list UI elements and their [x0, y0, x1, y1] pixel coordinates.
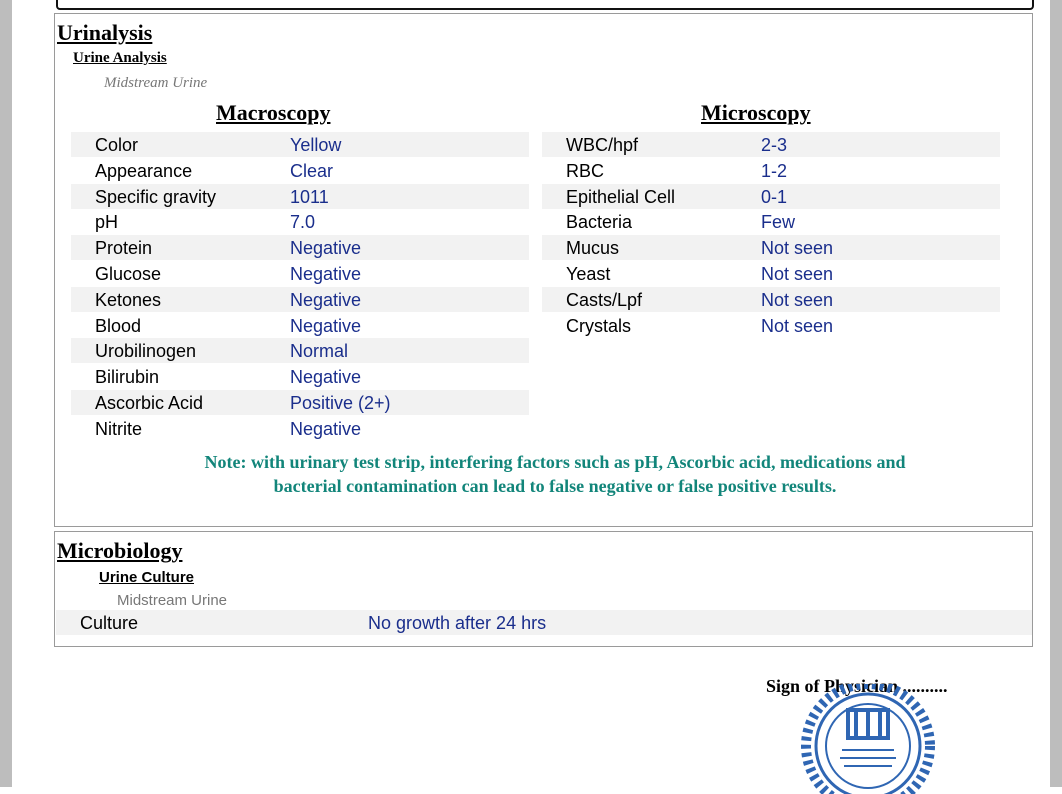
microscopy-label: Bacteria	[566, 212, 633, 233]
header-frame	[56, 0, 1034, 10]
macroscopy-row	[71, 287, 529, 312]
page-edge-right	[1050, 0, 1062, 787]
microscopy-value: Not seen	[761, 315, 834, 336]
microscopy-value: Not seen	[761, 238, 834, 259]
macroscopy-value: Negative	[290, 367, 362, 388]
microscopy-value: 1-2	[761, 160, 788, 181]
microscopy-label: RBC	[566, 160, 605, 181]
macroscopy-value: Normal	[290, 341, 349, 362]
microscopy-label: Mucus	[566, 238, 620, 259]
microscopy-heading: Microscopy	[701, 100, 811, 125]
macroscopy-label: Nitrite	[95, 418, 143, 439]
macroscopy-row	[71, 313, 529, 338]
macroscopy-value: Clear	[290, 160, 334, 181]
macroscopy-value: Yellow	[290, 135, 342, 155]
microscopy-value: Not seen	[761, 289, 834, 310]
macroscopy-label: Glucose	[95, 264, 162, 284]
urinalysis-specimen: Midstream Urine	[104, 75, 208, 91]
urinalysis-section-title: Urinalysis	[57, 20, 153, 45]
microscopy-row	[542, 261, 1000, 286]
macroscopy-value: Negative	[290, 289, 362, 310]
microscopy-value: 2-3	[761, 135, 788, 155]
microscopy-row	[542, 235, 1000, 260]
macroscopy-label: Ketones	[95, 289, 162, 310]
microbiology-specimen: Midstream Urine	[117, 592, 228, 609]
macroscopy-label: pH	[95, 212, 119, 233]
microscopy-row	[542, 313, 1000, 338]
macroscopy-row	[71, 390, 529, 415]
microscopy-label: Casts/Lpf	[566, 289, 643, 310]
culture-value: No growth after 24 hrs	[368, 613, 547, 633]
microscopy-label: WBC/hpf	[566, 135, 639, 155]
macroscopy-row	[71, 184, 529, 209]
macroscopy-row	[71, 261, 529, 286]
macroscopy-label: Color	[95, 135, 139, 155]
macroscopy-label: Specific gravity	[95, 186, 217, 207]
macroscopy-value: Negative	[290, 418, 362, 439]
macroscopy-row	[71, 235, 529, 260]
macroscopy-heading: Macroscopy	[216, 100, 331, 125]
culture-label: Culture	[80, 613, 139, 633]
macroscopy-value: Negative	[290, 264, 362, 284]
microscopy-label: Yeast	[566, 264, 611, 284]
microscopy-value: Not seen	[761, 264, 834, 284]
macroscopy-row	[71, 338, 529, 363]
urine-culture-title: Urine Culture	[99, 569, 195, 586]
macroscopy-label: Protein	[95, 238, 153, 259]
page-edge-left	[0, 0, 12, 787]
physician-sign-label: Sign of Physician ..........	[766, 676, 948, 696]
urine-analysis-title: Urine Analysis	[73, 50, 167, 66]
culture-row	[56, 610, 1032, 635]
microscopy-label: Epithelial Cell	[566, 186, 676, 207]
microscopy-value: 0-1	[761, 186, 788, 207]
stamp-seal	[806, 684, 930, 794]
microbiology-section-title: Microbiology	[57, 538, 183, 563]
macroscopy-value: Negative	[290, 238, 362, 259]
macroscopy-label: Urobilinogen	[95, 341, 197, 362]
microscopy-row	[542, 184, 1000, 209]
macroscopy-label: Appearance	[95, 160, 193, 181]
macroscopy-value: Positive (2+)	[290, 393, 391, 413]
macroscopy-value: 7.0	[290, 212, 316, 233]
macroscopy-row	[71, 416, 529, 441]
test-strip-note: Note: with urinary test strip, interfering factors such as pH, Ascorbic acid, medications and bacterial contamination can lead to false negative or false positive results.	[204, 452, 906, 496]
microscopy-row	[542, 158, 1000, 183]
macroscopy-value: Negative	[290, 315, 362, 336]
macroscopy-label: Bilirubin	[95, 367, 160, 388]
macroscopy-value: 1011	[290, 186, 329, 207]
macroscopy-row	[71, 364, 529, 389]
microscopy-row	[542, 209, 1000, 234]
microscopy-row	[542, 132, 1000, 157]
physician-stamp	[796, 684, 946, 794]
macroscopy-row	[71, 158, 529, 183]
microscopy-row	[542, 287, 1000, 312]
macroscopy-label: Blood	[95, 315, 142, 336]
macroscopy-label: Ascorbic Acid	[95, 393, 204, 413]
macroscopy-row	[71, 132, 529, 157]
macroscopy-row	[71, 209, 529, 234]
microscopy-label: Crystals	[566, 315, 632, 336]
microscopy-value: Few	[761, 212, 796, 233]
